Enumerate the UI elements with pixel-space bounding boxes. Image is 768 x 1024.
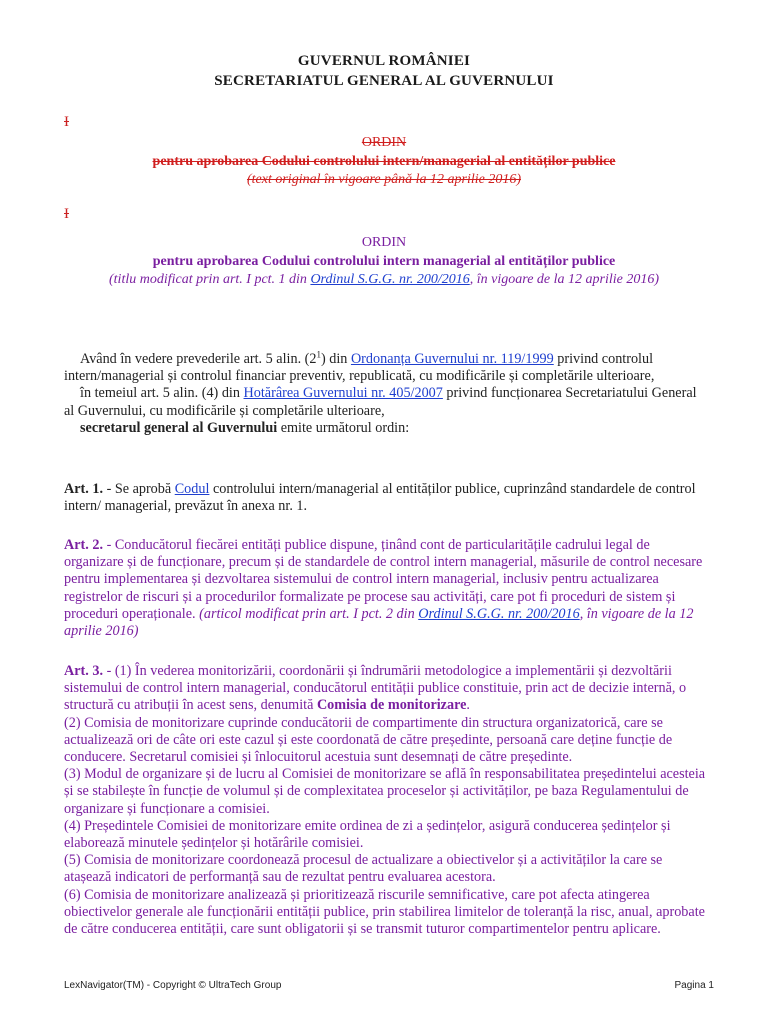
old-title-ordin: ORDIN [361, 135, 407, 150]
preamble-paragraph-2 [64, 385, 710, 419]
art3-p1-text: - (1) În vederea monitorizării, coordonării și îndrumării metodologice a implementării și dezvoltării sistemului de control intern managerial, conducătorul entității publice constituie, prin act de decizie internă, o structură cu atribuții în acest sens, denumită [64, 663, 687, 714]
preamble-p1-b: ) din [320, 351, 351, 367]
art2-text: - Conducătorul fiecărei entități publice dispune, ținând cont de particularitățile cadrului legal de organizare și de funcționare, precum și de standardele de control intern managerial, măsurile de control necesare pentru implementarea și dezvoltarea sistemului de control intern managerial, inclusiv pentru actualizarea registrelor de riscuri și a procedurilor formalizate pe procese sau activități, care pot fi proceduri de sistem și proceduri operaționale. [64, 537, 703, 622]
old-title-note: (text original în vigoare până la 12 aprilie 2016) [246, 172, 521, 187]
art1-label: Art. 1. [64, 481, 104, 497]
preamble-p2-a: în temeiul art. 5 alin. (4) din [80, 385, 244, 402]
art3-paragraph-2: (2) Comisia de monitorizare cuprinde conducătorii de compartimente din structura organizatorică, care se actualizează ori de câte ori este cazul și este coordonată de către președinte, persoană care deține funcție de conducere. Secretarul comisiei și înlocuitorul acestuia sunt desemnați de către președinte. [64, 714, 673, 766]
art3-paragraph-1 [64, 663, 710, 715]
article-2 [64, 537, 710, 640]
art2-note-a: (articol modificat prin art. I pct. 2 din [199, 605, 419, 622]
footer-copyright: LexNavigator(TM) - Copyright © UltraTech Group [64, 980, 282, 991]
art3-p1-end: . [466, 697, 470, 714]
art3-paragraph-3: (3) Modul de organizare și de lucru al Comisiei de monitorizare se află în responsabilitatea președintelui acesteia și se stabilește în funcție de volumul și de complexitatea proceselor și activităților, pe baza Regulamentului de organizare și funcționare a comisiei. [64, 766, 706, 817]
art3-paragraph-4: (4) Președintele Comisiei de monitorizare emite ordinea de zi a ședințelor, asigură conducerea ședințelor și elaborează minutele ședințelor și hotărârile comisiei. [64, 817, 671, 852]
article-3 [64, 663, 710, 938]
ordin-sgg-200-2016-link[interactable]: Ordinul S.G.G. nr. 200/2016 [310, 272, 470, 287]
art3-comisia-bold: Comisia de monitorizare [316, 697, 467, 714]
og-119-1999-link[interactable]: Ordonanța Guvernului nr. 119/1999 [350, 351, 554, 367]
new-version-marker: I [64, 206, 69, 222]
preamble-p1-c: privind controlul intern/managerial și controlul financiar preventiv, republicată, cu modificările și completările ulterioare, [64, 351, 655, 385]
preamble [64, 351, 710, 437]
new-title-note-a: (titlu modificat prin art. I pct. 1 din [109, 272, 311, 287]
footer-page-number: Pagina 1 [674, 980, 714, 991]
hg-405-2007-link[interactable]: Hotărârea Guvernului nr. 405/2007 [243, 385, 443, 402]
preamble-p3-rest: emite următorul ordin: [277, 419, 410, 436]
art3-paragraph-6: (6) Comisia de monitorizare analizează și prioritizează riscurile semnificative, care pot afecta atingerea obiectivelor generale ale funcționării entității publice, prin stabilirea limitelor de toleranță la risc, anual, aprobate de către conducerea entității, care sunt obligatorii și se transmit tuturor compartimentelor pentru aplicare. [64, 886, 705, 938]
preamble-p1-a: Având în vedere prevederile art. 5 alin. (2 [80, 351, 317, 367]
art2-ordin-sgg-link[interactable]: Ordinul S.G.G. nr. 200/2016 [418, 605, 580, 622]
art1-text-b: controlului intern/managerial al entităților publice, cuprinzând standardele de control intern/ managerial, prevăzut în anexa nr. 1. [64, 481, 696, 515]
art3-label: Art. 3. [64, 663, 104, 679]
art1-text-a: - Se aprobă [103, 481, 175, 497]
preamble-paragraph-1 [64, 351, 710, 385]
preamble-p2-b: privind funcționarea Secretariatului General al Guvernului, cu modificările și completările ulterioare, [64, 385, 697, 419]
codul-link[interactable]: Codul [174, 481, 210, 497]
header-government: GUVERNUL ROMÂNIEI [297, 53, 471, 69]
old-version-marker: I [64, 114, 69, 130]
preamble-paragraph-3 [64, 420, 710, 437]
header-secretariat: SECRETARIATUL GENERAL AL GUVERNULUI [214, 73, 554, 89]
preamble-p1-sup: 1 [316, 349, 321, 360]
new-title-ordin: ORDIN [361, 235, 407, 250]
art3-paragraph-5: (5) Comisia de monitorizare coordonează procesul de actualizare a obiectivelor și a activităților la care se atașează indicatori de performanță sau de rezultat pentru evaluarea acestora. [64, 852, 663, 886]
new-title-note [0, 272, 768, 288]
art2-note-b: , în vigoare de la 12 aprilie 2016) [64, 605, 694, 640]
old-title-subject: pentru aprobarea Codului controlului intern/managerial al entităților publice [152, 154, 616, 169]
preamble-p3-bold: secretarul general al Guvernului [80, 419, 278, 436]
new-title-note-b: , în vigoare de la 12 aprilie 2016) [469, 272, 659, 287]
art2-label: Art. 2. [64, 537, 104, 553]
article-1 [64, 481, 710, 515]
new-title-subject: pentru aprobarea Codului controlului intern managerial al entităților publice [152, 254, 616, 269]
